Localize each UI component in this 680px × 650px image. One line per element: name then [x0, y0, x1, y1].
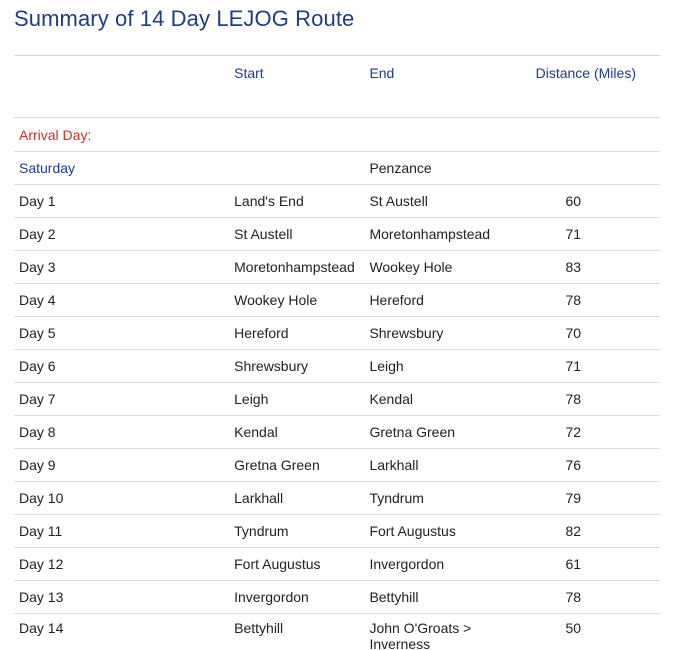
- cell-distance: 71: [502, 350, 660, 383]
- cell-end: St Austell: [364, 185, 501, 218]
- cell-start: St Austell: [229, 218, 364, 251]
- cell-day: Day 13: [14, 581, 229, 614]
- table-row: [14, 482, 660, 515]
- cell-end: John O'Groats > Inverness: [364, 614, 501, 650]
- cell-distance: 78: [502, 383, 660, 416]
- table-row: [14, 185, 660, 218]
- cell-start: Gretna Green: [229, 449, 364, 482]
- cell-start: Kendal: [229, 416, 364, 449]
- cell-day: Day 11: [14, 515, 229, 548]
- cell-start: Shrewsbury: [229, 350, 364, 383]
- cell-start: Wookey Hole: [229, 284, 364, 317]
- cell-distance: 50: [502, 614, 660, 650]
- cell-distance: 72: [502, 416, 660, 449]
- cell-end: Tyndrum: [364, 482, 501, 515]
- cell-end: Gretna Green: [364, 416, 501, 449]
- cell-day: Day 14: [14, 614, 229, 650]
- cell-distance: 60: [502, 185, 660, 218]
- cell-end: Leigh: [364, 350, 501, 383]
- table-row: [14, 581, 660, 614]
- page-title: Summary of 14 Day LEJOG Route: [14, 6, 355, 31]
- cell-end: Shrewsbury: [364, 317, 501, 350]
- cell-start: Leigh: [229, 383, 364, 416]
- cell-day: Day 8: [14, 416, 229, 449]
- cell-start: Land's End: [229, 185, 364, 218]
- arrival-label: Arrival Day:: [14, 118, 660, 152]
- cell-distance: 70: [502, 317, 660, 350]
- table-row: [14, 449, 660, 482]
- cell-distance: 78: [502, 284, 660, 317]
- col-day-header: [14, 56, 229, 118]
- col-distance-header: Distance (Miles): [535, 65, 636, 81]
- arrival-row: [14, 118, 660, 152]
- cell-distance: 71: [502, 218, 660, 251]
- saturday-row: [14, 152, 660, 185]
- cell-start: Fort Augustus: [229, 548, 364, 581]
- cell-day: Day 7: [14, 383, 229, 416]
- cell-end: Wookey Hole: [364, 251, 501, 284]
- cell-end: Moretonhampstead: [364, 218, 501, 251]
- cell-day: Day 6: [14, 350, 229, 383]
- cell-distance: 76: [502, 449, 660, 482]
- table-row: [14, 284, 660, 317]
- cell-end: Bettyhill: [364, 581, 501, 614]
- cell-day: Day 4: [14, 284, 229, 317]
- cell-start: Hereford: [229, 317, 364, 350]
- cell-day: Day 12: [14, 548, 229, 581]
- cell-day: Day 2: [14, 218, 229, 251]
- col-end-header: End: [369, 65, 395, 81]
- table-row: [14, 317, 660, 350]
- table-row: [14, 548, 660, 581]
- cell-distance: 61: [502, 548, 660, 581]
- cell-distance: 82: [502, 515, 660, 548]
- table-row: [14, 416, 660, 449]
- cell-end: Penzance: [364, 152, 501, 185]
- cell-end: Invergordon: [364, 548, 501, 581]
- table-row: [14, 383, 660, 416]
- cell-distance: [502, 152, 660, 185]
- cell-start: Moretonhampstead: [229, 251, 364, 284]
- cell-end: Larkhall: [364, 449, 501, 482]
- cell-day: Day 5: [14, 317, 229, 350]
- cell-start: [229, 152, 364, 185]
- cell-end: Fort Augustus: [364, 515, 501, 548]
- table-body: [14, 118, 660, 650]
- table-row: [14, 218, 660, 251]
- cell-end: Hereford: [364, 284, 501, 317]
- cell-distance: 79: [502, 482, 660, 515]
- cell-end: Kendal: [364, 383, 501, 416]
- cell-day: Day 9: [14, 449, 229, 482]
- cell-distance: 78: [502, 581, 660, 614]
- table-row: [14, 614, 660, 650]
- cell-start: Bettyhill: [229, 614, 364, 650]
- cell-distance: 83: [502, 251, 660, 284]
- cell-day: Saturday: [14, 152, 229, 185]
- table-row: [14, 251, 660, 284]
- cell-day: Day 1: [14, 185, 229, 218]
- route-table: [14, 55, 660, 650]
- col-start-header: Start: [234, 65, 264, 81]
- cell-start: Invergordon: [229, 581, 364, 614]
- table-row: [14, 515, 660, 548]
- cell-day: Day 3: [14, 251, 229, 284]
- table-row: [14, 350, 660, 383]
- cell-start: Larkhall: [229, 482, 364, 515]
- table-header: [14, 56, 660, 118]
- header-row: [14, 56, 660, 118]
- cell-day: Day 10: [14, 482, 229, 515]
- cell-start: Tyndrum: [229, 515, 364, 548]
